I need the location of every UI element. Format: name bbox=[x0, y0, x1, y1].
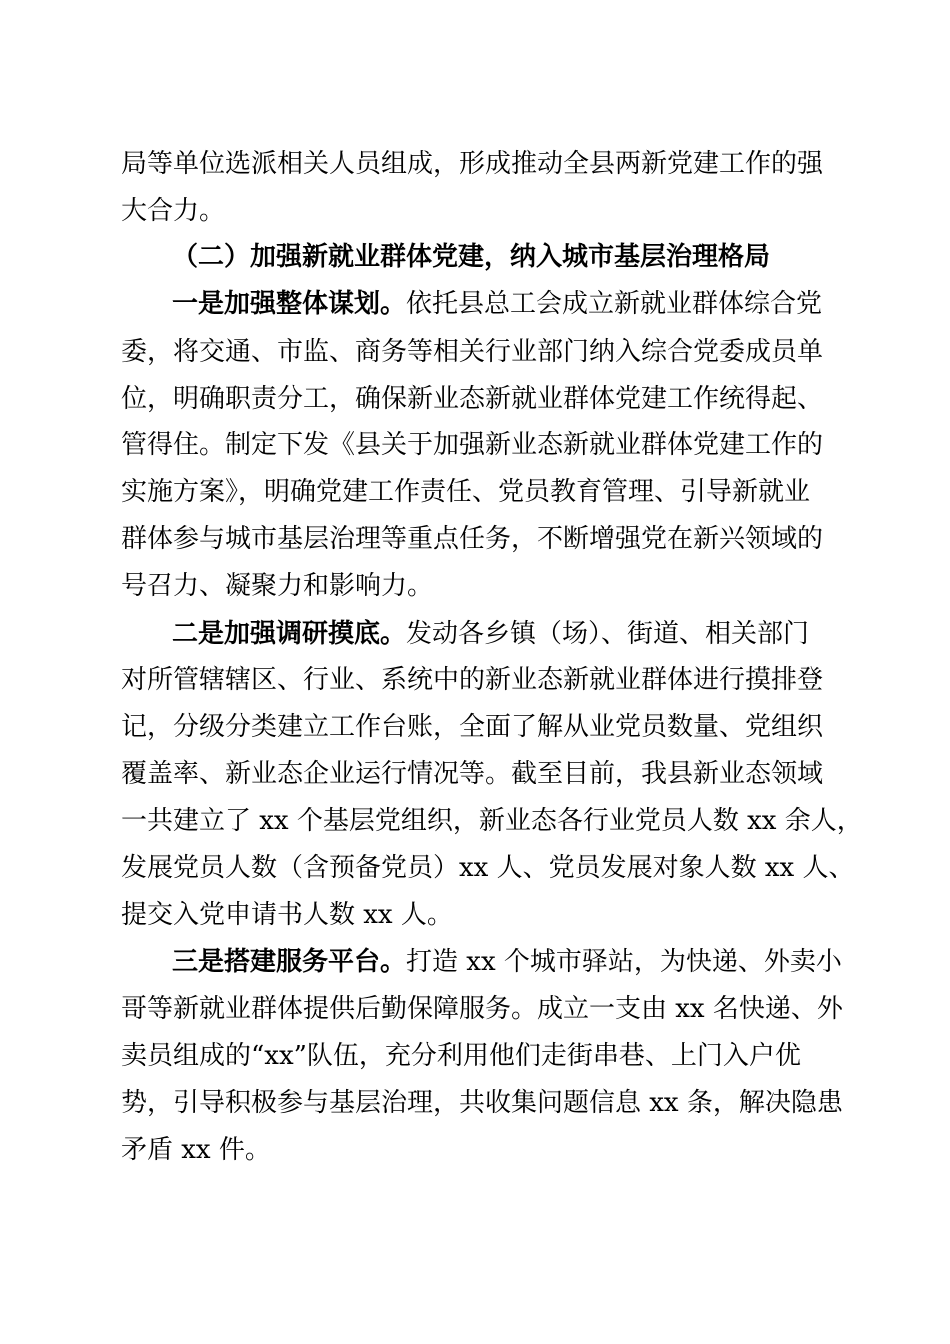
paragraph-line: 提交入党申请书人数 xx 人。 bbox=[121, 900, 453, 930]
paragraph-line: 势，引导积极参与基层治理，共收集问题信息 xx 条，解决隐患 bbox=[121, 1088, 843, 1118]
paragraph-line: 大合力。 bbox=[121, 196, 226, 226]
paragraph-line: 矛盾 xx 件。 bbox=[121, 1135, 271, 1165]
paragraph-line: 卖员组成的“xx”队伍，充分利用他们走街串巷、上门入户优 bbox=[121, 1041, 801, 1071]
point-heading: 二是加强调研摸底。 bbox=[172, 619, 407, 649]
paragraph-line: 对所管辖辖区、行业、系统中的新业态新就业群体进行摸排登 bbox=[121, 665, 824, 695]
paragraph-line bbox=[172, 286, 822, 322]
paragraph-line: 实施方案》，明确党建工作责任、党员教育管理、引导新就业 bbox=[121, 477, 811, 507]
paragraph-line: 一共建立了 xx 个基层党组织，新业态各行业党员人数 xx 余人， bbox=[121, 806, 863, 836]
paragraph-line: 管得住。制定下发《县关于加强新业态新就业群体党建工作的 bbox=[121, 430, 824, 460]
point-heading: 一是加强整体谋划。 bbox=[172, 289, 407, 319]
paragraph-line: 记，分级分类建立工作台账，全面了解从业党员数量、党组织 bbox=[121, 712, 824, 742]
paragraph-line: 哥等新就业群体提供后勤保障服务。成立一支由 xx 名快递、外 bbox=[121, 994, 843, 1024]
paragraph-text: 发动各乡镇（场）、街道、相关部门 bbox=[406, 619, 810, 649]
paragraph-line: 覆盖率、新业态企业运行情况等。截至目前，我县新业态领域 bbox=[121, 759, 824, 789]
paragraph-text: 打造 xx 个城市驿站，为快递、外卖小 bbox=[406, 947, 842, 977]
paragraph-line: 发展党员人数（含预备党员）xx 人、党员发展对象人数 xx 人、 bbox=[121, 853, 855, 883]
paragraph-text: 依托县总工会成立新就业群体综合党 bbox=[406, 289, 823, 319]
paragraph-line: 群体参与城市基层治理等重点任务，不断增强党在新兴领域的 bbox=[121, 524, 824, 554]
paragraph-line: 位，明确职责分工，确保新业态新就业群体党建工作统得起、 bbox=[121, 384, 824, 414]
paragraph-line bbox=[172, 944, 842, 980]
paragraph-line: 委，将交通、市监、商务等相关行业部门纳入综合党委成员单 bbox=[121, 337, 824, 367]
paragraph-line: 号召力、凝聚力和影响力。 bbox=[121, 571, 434, 601]
paragraph-line: 局等单位选派相关人员组成，形成推动全县两新党建工作的强 bbox=[121, 149, 824, 179]
paragraph-line bbox=[172, 616, 809, 652]
point-heading: 三是搭建服务平台。 bbox=[172, 947, 407, 977]
section-heading: （二）加强新就业群体党建，纳入城市基层治理格局 bbox=[172, 242, 771, 272]
